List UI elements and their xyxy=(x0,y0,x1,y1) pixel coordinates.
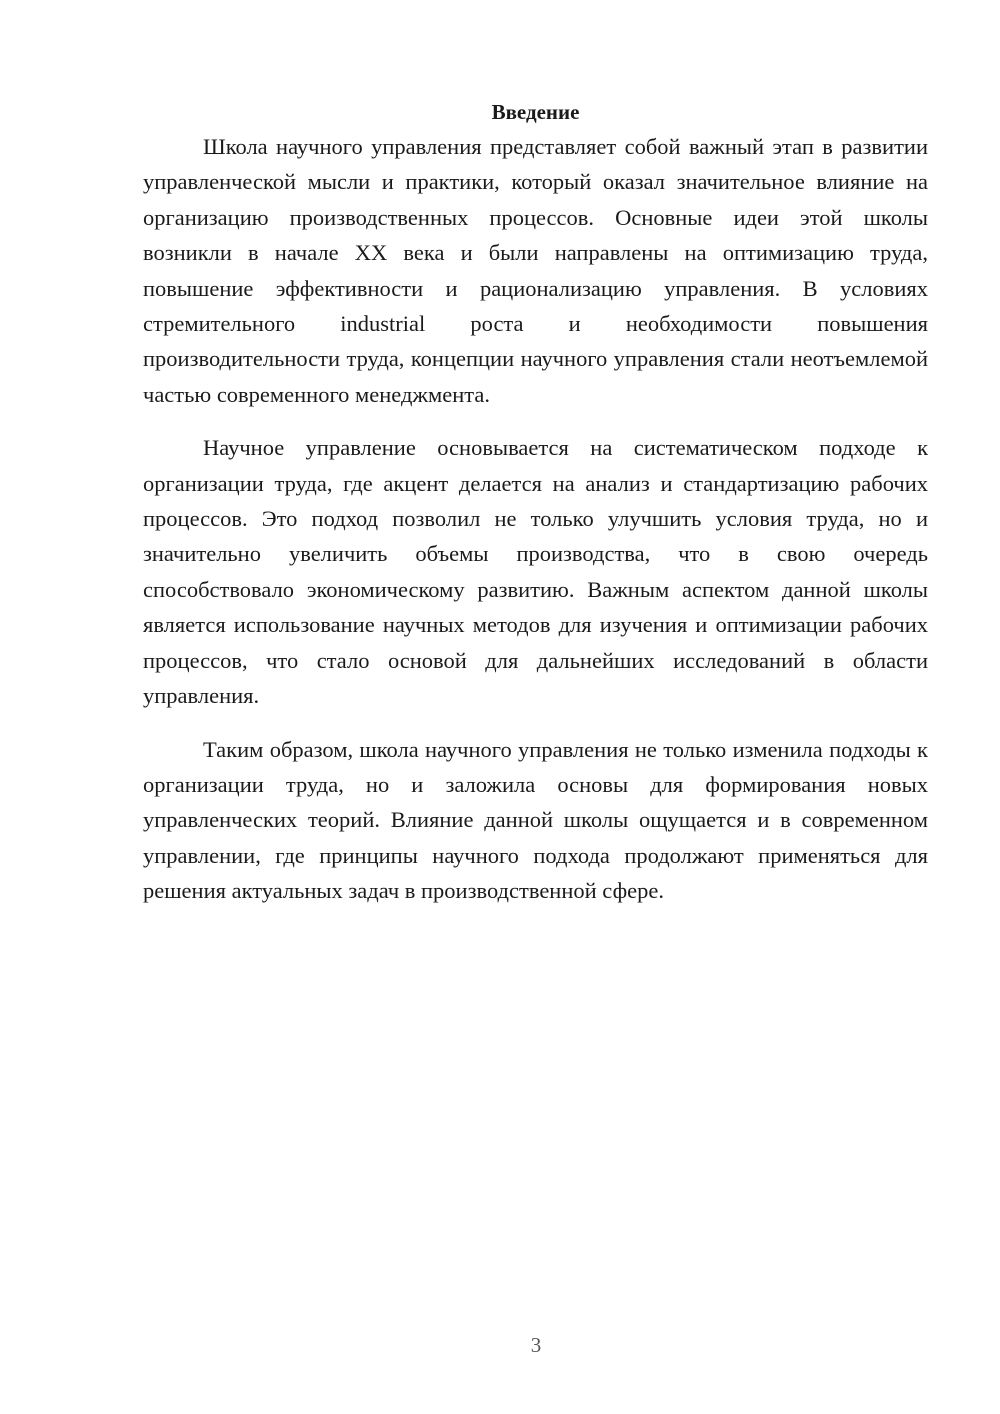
paragraph-2: Научное управление основывается на систематическом подходе к организации труда, где акцент делается на анализ и стандартизацию рабочих процессов. Это подход позволил не только улучшить условия труда, но и значительно увеличить объемы производства, что в свою очередь способствовало экономическому развитию. Важным аспектом данной школы является использование научных методов для изучения и оптимизации рабочих процессов, что стало основой для дальнейших исследований в области управления. xyxy=(143,435,928,709)
paragraph-3: Таким образом, школа научного управления не только изменила подходы к организации труда, но и заложила основы для формирования новых управленческих теорий. Влияние данной школы ощущается и в современном управлении, где принципы научного подхода продолжают применяться для решения актуальных задач в производственной сфере. xyxy=(143,736,928,904)
section-heading: Введение xyxy=(491,100,580,124)
paragraph-1: Школа научного управления представляет собой важный этап в развитии управленческой мысли и практики, который оказал значительное влияние на организацию производственных процессов. Основные идеи этой школы возникли в начале XX века и были направлены на оптимизацию труда, повышение эффективности и рационализацию управления. В условиях стремительного industrial роста и необходимости повышения производительности труда, концепции научного управления стали неотъемлемой частью современного менеджмента. xyxy=(143,134,928,407)
page-content xyxy=(143,96,928,927)
page-number: 3 xyxy=(530,1333,542,1357)
